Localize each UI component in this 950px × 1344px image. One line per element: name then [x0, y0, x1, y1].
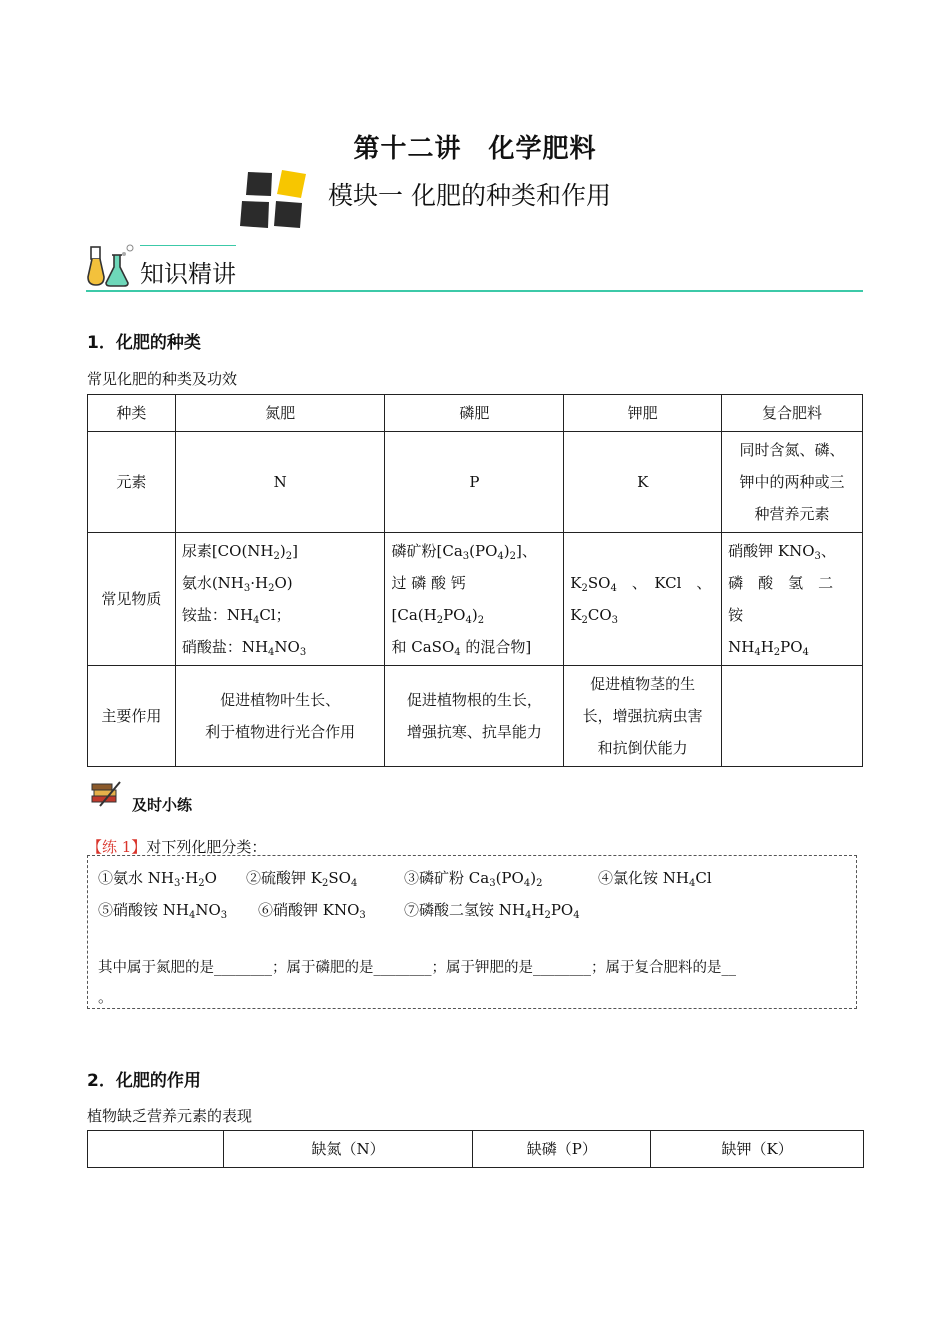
phosphorus-substances: 磷矿粉$[Ca_3(PO_4)_2]$、 过 磷 酸 钙 [$Ca(H_2PO_4)_2$ 和 CaSO$_4$ 的混合物]: [385, 533, 564, 666]
potassium-substances: $K_2SO_4$ 、 KCl 、 $K_2CO_3$: [564, 533, 722, 666]
header-cell: 复合肥料: [722, 395, 863, 432]
item-4: ④氯化铵 $NH_4Cl$: [598, 869, 712, 889]
header-cell: 氮肥: [175, 395, 385, 432]
module-logo-icon: [238, 168, 310, 230]
practice-tag: 【练 1】: [87, 838, 147, 856]
header-cell: 磷肥: [385, 395, 564, 432]
compound-substances: 硝酸钾 $KNO_3$、 磷 酸 氢 二 铵 $NH_4H_2PO_4$: [722, 533, 863, 666]
nitrogen-function: 促进植物叶生长、 利于植物进行光合作用: [175, 666, 385, 767]
compound-function: [722, 666, 863, 767]
item-3: ③磷矿粉 $Ca_3(PO_4)_2$: [404, 869, 543, 889]
header-cell: 缺氮（N）: [223, 1131, 473, 1168]
compound-element: 同时含氮、磷、 钾中的两种或三 种营养元素: [722, 432, 863, 533]
nitrogen-substances: 尿素$[CO(NH_2)_2]$ 氨水$(NH_3\cdot H_2O)$ 铵盐：$NH_4Cl$； 硝酸盐：$NH_4NO_3$: [175, 533, 385, 666]
banner-top-line: [140, 245, 236, 246]
table-header-row: [88, 395, 863, 432]
section-label: 知识精讲: [140, 260, 236, 288]
row-label: 主要作用: [88, 666, 176, 767]
header-cell: 缺钾（K）: [651, 1131, 864, 1168]
phosphorus-element: P: [385, 432, 564, 533]
common-substance-row: [88, 533, 863, 666]
phosphorus-function: 促进植物根的生长， 增强抗寒、抗旱能力: [385, 666, 564, 767]
banner-underline: [86, 290, 863, 292]
row-label: 常见物质: [88, 533, 176, 666]
section-2-heading: 2．化肥的作用: [87, 1071, 201, 1091]
practice-question: 其中属于氮肥的是________；属于磷肥的是________；属于钾肥的是________；属于复合肥料的是__: [98, 960, 736, 976]
item-1: ①氨水 $NH_3\cdot H_2O$: [98, 869, 217, 889]
practice-heading: 及时小练: [132, 796, 193, 814]
fertilizer-types-table: [87, 394, 863, 767]
header-cell: 种类: [88, 395, 176, 432]
table-header-row: [88, 1131, 864, 1168]
section-1-heading: 1．化肥的种类: [87, 333, 201, 353]
table-2-caption: 植物缺乏营养元素的表现: [87, 1107, 253, 1125]
header-cell: 钾肥: [564, 395, 722, 432]
item-6: ⑥硝酸钾 $KNO_3$: [258, 901, 366, 921]
row-label: 元素: [88, 432, 176, 533]
module-title: 模块一 化肥的种类和作用: [328, 181, 611, 210]
page-title: 第十二讲 化学肥料: [353, 134, 597, 164]
item-7: ⑦磷酸二氢铵 $NH_4H_2PO_4$: [404, 901, 580, 921]
potassium-element: K: [564, 432, 722, 533]
deficiency-table: [87, 1130, 864, 1168]
potassium-function: 促进植物茎的生 长，增强抗病虫害 和抗倒伏能力: [564, 666, 722, 767]
item-5: ⑤硝酸铵 $NH_4NO_3$: [98, 901, 228, 921]
item-2: ②硫酸钾 $K_2SO_4$: [246, 869, 358, 889]
lab-flask-icon: [86, 243, 142, 289]
header-cell: [88, 1131, 224, 1168]
practice-question-end: 。: [98, 988, 114, 1006]
header-cell: 缺磷（P）: [473, 1131, 651, 1168]
table-1-caption: 常见化肥的种类及功效: [87, 370, 238, 388]
books-pencil-icon: [90, 780, 122, 808]
function-row: [88, 666, 863, 767]
element-row: [88, 432, 863, 533]
nitrogen-element: N: [175, 432, 385, 533]
practice-title: 【练 1】对下列化肥分类：: [87, 838, 267, 856]
